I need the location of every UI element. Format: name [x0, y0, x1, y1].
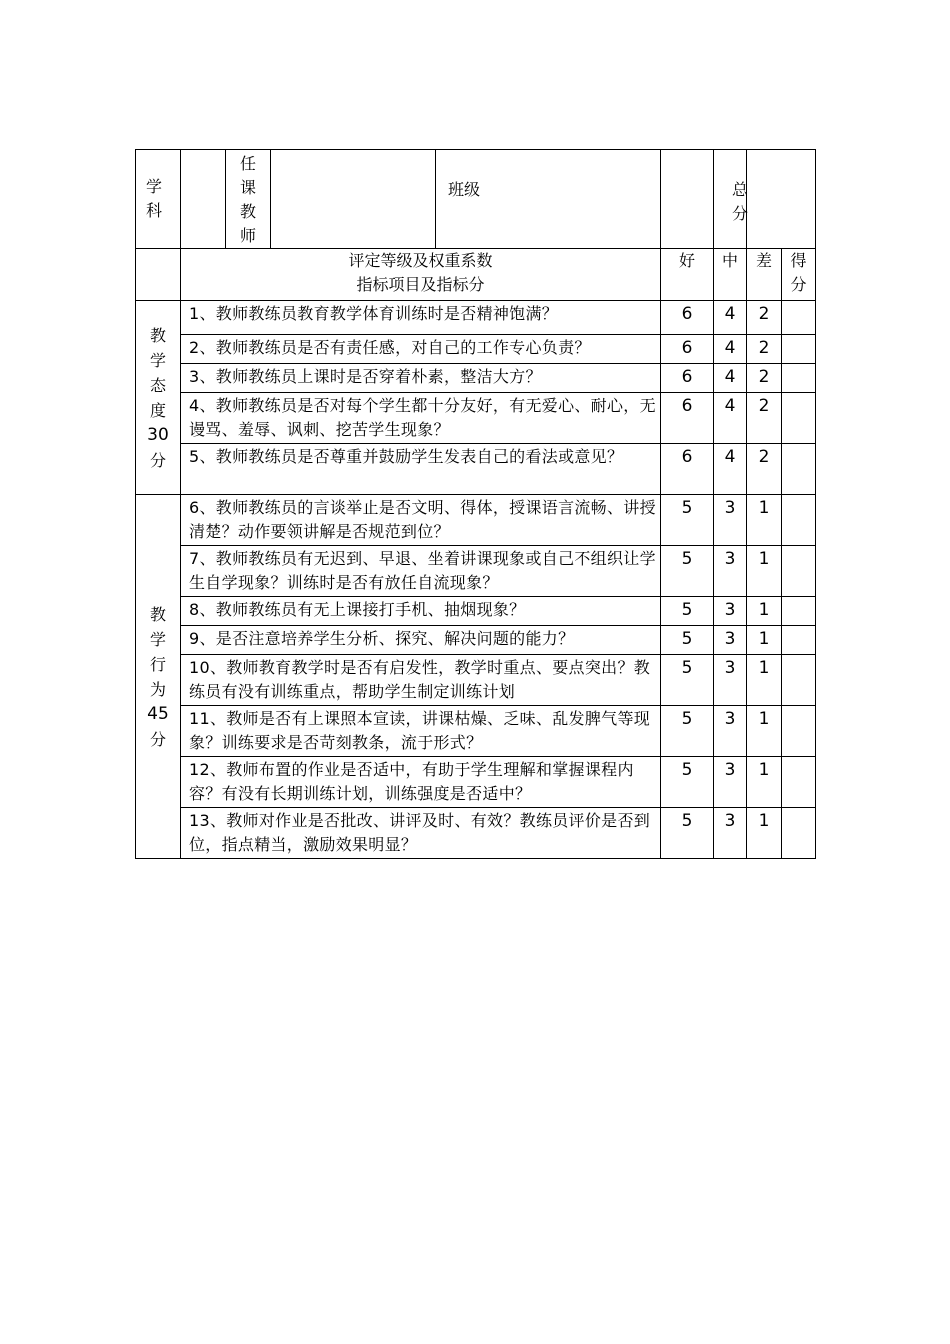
score-cell[interactable] [782, 757, 816, 808]
score-cell[interactable] [782, 808, 816, 859]
medium-value: 3 [714, 495, 747, 546]
category-label-attitude: 教 学 态 度 30 分 [136, 301, 181, 495]
table-row [136, 757, 816, 808]
item-text: 4、教师教练员是否对每个学生都十分友好，有无爱心、耐心，无谩骂、羞辱、讽刺、挖苦学生现象？ [181, 393, 661, 444]
medium-value: 3 [714, 546, 747, 597]
item-text: 2、教师教练员是否有责任感，对自己的工作专心负责？ [181, 335, 661, 364]
item-text: 9、是否注意培养学生分析、探究、解决问题的能力？ [181, 626, 661, 655]
total-label: 总 分 [714, 150, 747, 249]
good-value: 6 [661, 393, 714, 444]
good-value: 5 [661, 655, 714, 706]
table-row [136, 444, 816, 495]
table-row [136, 495, 816, 546]
good-value: 6 [661, 364, 714, 393]
good-value: 5 [661, 757, 714, 808]
poor-value: 1 [747, 655, 782, 706]
table-row [136, 393, 816, 444]
score-cell[interactable] [782, 655, 816, 706]
teacher-value[interactable] [271, 150, 436, 249]
good-value: 5 [661, 808, 714, 859]
poor-value: 2 [747, 393, 782, 444]
poor-value: 2 [747, 444, 782, 495]
poor-value: 2 [747, 335, 782, 364]
medium-value: 3 [714, 706, 747, 757]
item-text: 12、教师布置的作业是否适中，有助于学生理解和掌握课程内容？有没有长期训练计划，训练强度是否适中？ [181, 757, 661, 808]
item-text: 1、教师教练员教育教学体育训练时是否精神饱满？ [181, 301, 661, 335]
poor-value: 1 [747, 597, 782, 626]
poor-value: 1 [747, 808, 782, 859]
good-value: 6 [661, 444, 714, 495]
good-value: 5 [661, 546, 714, 597]
teacher-label: 任 课 教 师 [226, 150, 271, 249]
good-value: 5 [661, 597, 714, 626]
column-header-row [136, 249, 816, 301]
subject-value[interactable] [181, 150, 226, 249]
medium-value: 3 [714, 597, 747, 626]
table-row [136, 706, 816, 757]
good-value: 5 [661, 495, 714, 546]
class-label: 班级 [448, 180, 481, 199]
category-label-behavior: 教 学 行 为 45 分 [136, 495, 181, 859]
item-text: 10、教师教育教学时是否有启发性，教学时重点、要点突出？教练员有没有训练重点，帮助学生制定训练计划 [181, 655, 661, 706]
item-text: 5、教师教练员是否尊重并鼓励学生发表自己的看法或意见？ [181, 444, 661, 495]
poor-value: 1 [747, 757, 782, 808]
score-header: 得 分 [782, 249, 816, 301]
subject-label: 学 科 [136, 150, 181, 249]
table-row [136, 655, 816, 706]
item-text: 13、教师对作业是否批改、讲评及时、有效？教练员评价是否到位，指点精当，激励效果明显？ [181, 808, 661, 859]
blank-header-cell [136, 249, 181, 301]
item-text: 11、教师是否有上课照本宣读，讲课枯燥、乏味、乱发脾气等现象？训练要求是否苛刻教条，流于形式？ [181, 706, 661, 757]
poor-value: 1 [747, 706, 782, 757]
score-cell[interactable] [782, 335, 816, 364]
score-cell[interactable] [782, 706, 816, 757]
medium-value: 3 [714, 808, 747, 859]
total-value[interactable] [747, 150, 816, 249]
item-text: 7、教师教练员有无迟到、早退、坐着讲课现象或自己不组织让学生自学现象？训练时是否有放任自流现象？ [181, 546, 661, 597]
score-cell[interactable] [782, 444, 816, 495]
medium-value: 4 [714, 335, 747, 364]
score-cell[interactable] [782, 597, 816, 626]
score-cell[interactable] [782, 626, 816, 655]
medium-value: 4 [714, 364, 747, 393]
medium-value: 3 [714, 655, 747, 706]
table-row [136, 364, 816, 393]
table-row [136, 546, 816, 597]
poor-header: 差 [747, 249, 782, 301]
table-row [136, 808, 816, 859]
poor-value: 2 [747, 301, 782, 335]
medium-value: 3 [714, 757, 747, 808]
item-text: 8、教师教练员有无上课接打手机、抽烟现象？ [181, 597, 661, 626]
evaluation-table [135, 149, 816, 859]
criteria-header: 评定等级及权重系数 指标项目及指标分 [181, 249, 661, 301]
item-text: 3、教师教练员上课时是否穿着朴素，整洁大方？ [181, 364, 661, 393]
poor-value: 1 [747, 546, 782, 597]
class-value[interactable] [661, 150, 714, 249]
table-row [136, 626, 816, 655]
good-value: 5 [661, 626, 714, 655]
class-label-cell [436, 150, 661, 249]
good-value: 5 [661, 706, 714, 757]
medium-header: 中 [714, 249, 747, 301]
poor-value: 2 [747, 364, 782, 393]
score-cell[interactable] [782, 301, 816, 335]
medium-value: 3 [714, 626, 747, 655]
medium-value: 4 [714, 444, 747, 495]
good-value: 6 [661, 301, 714, 335]
table-row [136, 301, 816, 335]
table-row [136, 597, 816, 626]
good-value: 6 [661, 335, 714, 364]
info-row [136, 150, 816, 249]
score-cell[interactable] [782, 364, 816, 393]
poor-value: 1 [747, 626, 782, 655]
score-cell[interactable] [782, 546, 816, 597]
item-text: 6、教师教练员的言谈举止是否文明、得体，授课语言流畅、讲授清楚？动作要领讲解是否规范到位？ [181, 495, 661, 546]
good-header: 好 [661, 249, 714, 301]
medium-value: 4 [714, 301, 747, 335]
score-cell[interactable] [782, 495, 816, 546]
score-cell[interactable] [782, 393, 816, 444]
poor-value: 1 [747, 495, 782, 546]
table-row [136, 335, 816, 364]
medium-value: 4 [714, 393, 747, 444]
